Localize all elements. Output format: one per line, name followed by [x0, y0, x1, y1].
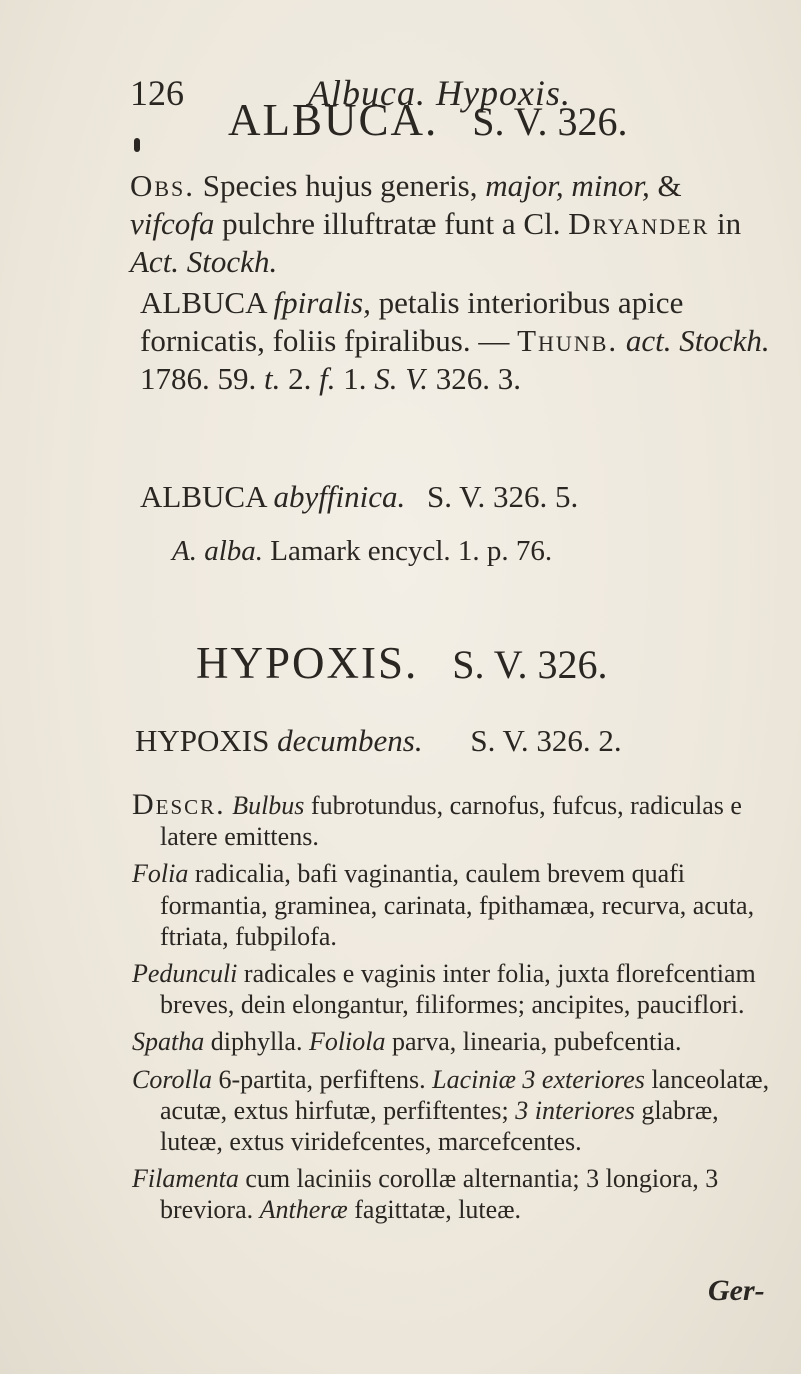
spiralis-t-label: t. — [264, 361, 281, 396]
spiralis-f-label: f. — [319, 361, 336, 396]
page-number: 126 — [130, 73, 184, 113]
spiralis-f-num: 1. — [343, 361, 367, 396]
spiralis-text-2: 1786. 59. — [140, 361, 257, 396]
albuca-genus-ref: S. V. 326. — [472, 99, 628, 144]
descr-filamenta-text: cum laciniis corollæ alternantia; 3 longiora, 3 breviora. — [160, 1164, 719, 1225]
catchword: Ger- — [708, 1274, 765, 1307]
ink-mark — [134, 138, 140, 152]
descr-corolla-text-3: glabræ, luteæ, extus viridefcentes, marcefcentes. — [160, 1095, 719, 1157]
descr-bulbus — [132, 789, 782, 852]
descr-interiores-label: 3 interiores — [515, 1095, 635, 1125]
spiralis-t-num: 2. — [288, 361, 312, 396]
descr-corolla — [132, 1064, 782, 1158]
alba-name: A. alba. — [172, 535, 264, 567]
hypoxis-genus-name: HYPOXIS. — [196, 638, 419, 688]
hypoxis-genus-heading — [196, 637, 608, 689]
obs-vifcofa: vifcofa — [130, 206, 215, 241]
decumbens-genus: HYPOXIS — [135, 723, 270, 758]
descr-pedunculi-text: radicales e vaginis inter folia, juxta florefcentiam breves, dein elongantur, filiformes; ancipites, pauciflori. — [160, 959, 756, 1020]
spiralis-citation: act. Stockh. — [625, 323, 770, 358]
obs-citation: Act. Stockh. — [130, 244, 278, 279]
running-title: Albuca. Hypoxis. — [308, 73, 571, 113]
spiralis-species: fpiralis, — [273, 285, 371, 320]
decumbens-species: decumbens. — [277, 723, 423, 758]
spiralis-genus: ALBUCA — [140, 285, 266, 320]
hypoxis-decumbens-entry — [135, 722, 775, 760]
descr-spatha-text: diphylla. — [210, 1027, 303, 1057]
descr-bulbus-label: Bulbus — [232, 791, 305, 820]
descr-laciniae-label: Laciniæ 3 exteriores — [432, 1064, 645, 1094]
descr-spatha-label: Spatha — [132, 1027, 205, 1057]
descr-pedunculi-label: Pedunculi — [132, 959, 238, 989]
abyssinica-species: abyffinica. — [273, 479, 406, 514]
descr-folia-label: Folia — [132, 859, 189, 889]
decumbens-ref: S. V. 326. 2. — [470, 723, 622, 758]
obs-paragraph — [130, 167, 770, 281]
hypoxis-genus-ref: S. V. 326. — [452, 642, 608, 687]
spiralis-end: 326. 3. — [435, 361, 521, 396]
obs-amp: & — [657, 168, 682, 203]
descr-corolla-text-2: lanceolatæ, acutæ, extus hirfutæ, perfiftentes; — [160, 1064, 770, 1125]
descr-antherae-text: fagittatæ, luteæ. — [354, 1195, 522, 1225]
albuca-genus-heading — [228, 94, 628, 146]
descr-antherae-label: Antheræ — [259, 1195, 348, 1225]
descr-pedunculi — [132, 958, 782, 1020]
descr-corolla-text-1: 6-partita, perfiftens. — [218, 1064, 426, 1094]
descr-folia-text: radicalia, bafi vaginantia, caulem brevem quafi formantia, graminea, carinata, fpithamæa, recurva, acuta, ftriata, fubpilofa. — [160, 859, 755, 951]
obs-text: Species hujus generis, — [202, 168, 478, 203]
alba-ref: Lamark encycl. 1. p. 76. — [270, 535, 553, 567]
abyssinica-genus: ALBUCA — [140, 479, 266, 514]
descr-spatha — [132, 1026, 782, 1057]
descr-corolla-label: Corolla — [132, 1064, 212, 1094]
descr-filamenta-label: Filamenta — [132, 1164, 239, 1194]
descr-folia — [132, 858, 782, 952]
spiralis-author: Thunb. — [517, 323, 619, 358]
spiralis-text: petalis interioribus apice fornicatis, foliis fpiralibus. — — [140, 285, 684, 358]
descr-foliola-label: Foliola — [308, 1027, 386, 1057]
albuca-genus-name: ALBUCA. — [228, 95, 439, 145]
obs-minor: minor, — [571, 168, 650, 203]
descr-filamenta — [132, 1163, 782, 1225]
descr-foliola-text: parva, linearia, pubefcentia. — [392, 1027, 682, 1057]
albuca-spiralis-entry — [130, 284, 770, 398]
obs-author: Dryander — [568, 206, 710, 241]
albuca-abyssinica-entry — [140, 478, 740, 516]
albuca-alba-entry — [172, 532, 732, 570]
obs-label: Obs. — [130, 168, 196, 203]
hypoxis-description — [132, 789, 782, 1226]
obs-text-3: in — [717, 206, 742, 241]
obs-major: major, — [485, 168, 564, 203]
descr-label: Descr. — [132, 788, 226, 821]
obs-text-2: pulchre illuftratæ funt a Cl. — [222, 206, 561, 241]
spiralis-sv: S. V. — [374, 361, 428, 396]
abyssinica-ref: S. V. 326. 5. — [426, 479, 579, 514]
descr-bulbus-text: fubrotundus, carnofus, fufcus, radiculas e latere emittens. — [160, 791, 742, 852]
